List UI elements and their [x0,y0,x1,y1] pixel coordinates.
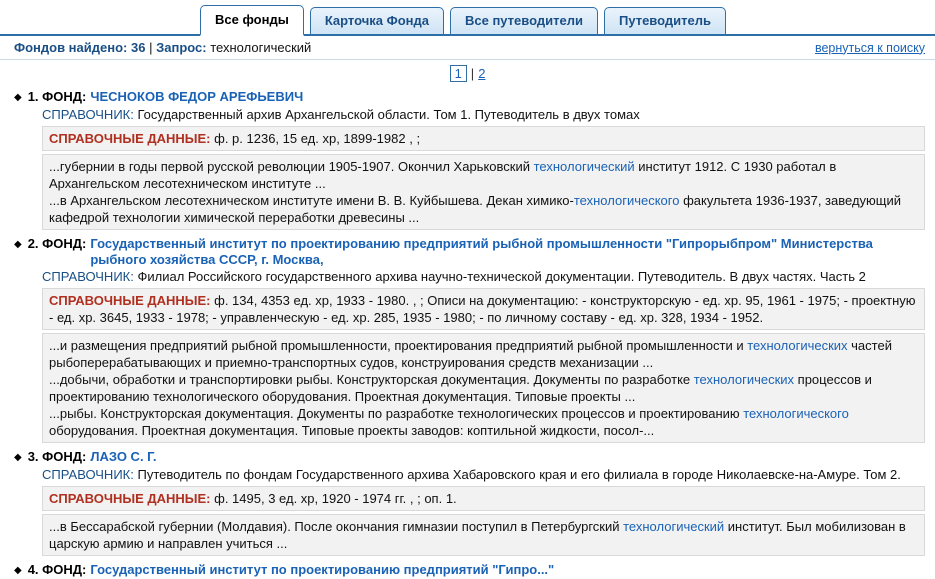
snippet-text: ...и размещения предприятий рыбной промышленности, проектирования предприятий рыбной промышленности и [49,338,748,353]
reference-data-value: ф. 1495, 3 ед. хр, 1920 - 1974 гг. , ; оп. 1. [214,491,457,506]
diamond-bullet-icon: ◆ [14,452,22,463]
results-list [0,85,935,579]
record-number: 1. ФОНД: [27,89,87,104]
record-title-link[interactable]: Государственный институт по проектированию предприятий рыбной промышленности "Гипрорыбпром" Министерства рыбного хозяйства СССР, г. Москва, [90,236,873,267]
record-number: 3. ФОНД: [27,449,87,464]
record-snippets [42,333,925,443]
snippet [49,192,918,226]
info-separator: | [149,40,153,55]
record-header [14,89,925,106]
page-pipe: | [470,66,475,81]
back-to-search-link[interactable]: вернуться к поиску [814,40,925,55]
snippet [49,405,918,439]
record-reference-data [42,486,925,511]
query-label: Запрос: [156,40,207,55]
tab-all-funds[interactable]: Все фонды [200,5,304,36]
record-number: 4. ФОНД: [27,562,87,577]
record-reference-data [42,126,925,151]
diamond-bullet-icon: ◆ [14,565,22,576]
record-guide [42,106,925,123]
snippet-text: процессов и проектированию технологического оборудования. Проектная документация. Типовые проекты ... [49,372,872,404]
guide-value: Филиал Российского государственного архива научно-технической документации. Путеводитель. В двух частях. Часть 2 [137,269,866,284]
pagination [0,60,935,85]
snippet-text: ...рыбы. Конструкторская документация. Документы по разработке технологических процессов и проектированию [49,406,744,421]
snippet-highlight: технологического [573,193,680,208]
snippet-text: ...в Бессарабской губернии (Молдавия). После окончания гимназии поступил в Петербургский [49,519,624,534]
found-count: 36 [131,40,146,55]
result-record [14,449,925,556]
snippet [49,371,918,405]
diamond-bullet-icon: ◆ [14,239,22,250]
reference-data-label: СПРАВОЧНЫЕ ДАННЫЕ: [49,293,211,308]
record-guide [42,466,925,483]
record-snippets [42,514,925,556]
snippet-highlight: технологический [533,159,635,174]
tab-bar [0,0,935,36]
snippet-highlight: технологических [747,338,848,353]
record-header [14,449,925,466]
result-record [14,236,925,443]
record-guide [42,268,925,285]
snippet-text: оборудования. Проектная документация. Типовые проекты заводов: коптильной жидкости, посол-... [49,423,655,438]
snippet-text: ...в Архангельском лесотехническом институте имени В. В. Куйбышева. Декан химико- [49,193,574,208]
guide-label: СПРАВОЧНИК: [42,269,134,284]
diamond-bullet-icon: ◆ [14,92,22,103]
query-value: технологический [210,40,312,55]
record-title-link[interactable]: ЛАЗО С. Г. [90,449,157,464]
tab-fund-card[interactable]: Карточка Фонда [310,7,444,34]
reference-data-label: СПРАВОЧНЫЕ ДАННЫЕ: [49,491,211,506]
snippet-highlight: технологических [693,372,795,387]
record-header [14,236,925,268]
snippet-text: факультета 1936-1937, заведующий кафедрой технологии химической переработки древесины ... [49,193,901,225]
reference-data-value: ф. р. 1236, 15 ед. хр, 1899-1982 , ; [214,131,421,146]
record-title-link[interactable]: Государственный институт по проектированию предприятий "Гипро..." [90,562,555,577]
record-header [14,562,925,579]
results-summary [14,40,311,55]
page-current[interactable]: 1 [450,65,467,82]
results-info-bar [0,36,935,60]
record-reference-data [42,288,925,330]
result-record [14,562,925,579]
snippet [49,158,918,192]
guide-value: Государственный архив Архангельской области. Том 1. Путеводитель в двух томах [137,107,640,122]
guide-value: Путеводитель по фондам Государственного архива Хабаровского края и его филиала в городе Николаевске-на-Амуре. Том 2. [137,467,901,482]
snippet-text: институт 1912. С 1930 работал в Архангельском лесотехническом институте ... [49,159,837,191]
snippet-text: ...добычи, обработки и транспортировки рыбы. Конструкторская документация. Документы по разработке [49,372,694,387]
record-snippets [42,154,925,230]
snippet-text: частей рыбоперерабатывающих и приемно-транспортных судов, конструирования средств механизации ... [49,338,892,370]
guide-label: СПРАВОЧНИК: [42,107,134,122]
reference-data-label: СПРАВОЧНЫЕ ДАННЫЕ: [49,131,211,146]
snippet [49,518,918,552]
page-2[interactable]: 2 [478,66,486,81]
snippet-highlight: технологического [743,406,849,421]
snippet-highlight: технологический [623,519,725,534]
result-record [14,89,925,230]
snippet-text: ...губернии в годы первой русской революции 1905-1907. Окончил Харьковский [49,159,534,174]
record-number: 2. ФОНД: [27,236,87,251]
tab-guide[interactable]: Путеводитель [604,7,726,34]
snippet-text: институт. Был мобилизован в царскую армию и направлен учиться ... [49,519,906,551]
guide-label: СПРАВОЧНИК: [42,467,134,482]
tab-all-guides[interactable]: Все путеводители [450,7,598,34]
found-label: Фондов найдено: [14,40,128,55]
reference-data-value: ф. 134, 4353 ед. хр, 1933 - 1980. , ; Описи на документацию: - конструкторскую - ед. хр. 95, 1961 - 1975; - проектную - ед. хр. 3645, 1933 - 1978; - управленческую - ед. хр. 285, 1935 - 1980; - по личному составу - ед. хр. 328, 1934 - 1952. [49,293,916,325]
snippet [49,337,918,371]
record-title-link[interactable]: ЧЕСНОКОВ ФЕДОР АРЕФЬЕВИЧ [90,89,304,104]
